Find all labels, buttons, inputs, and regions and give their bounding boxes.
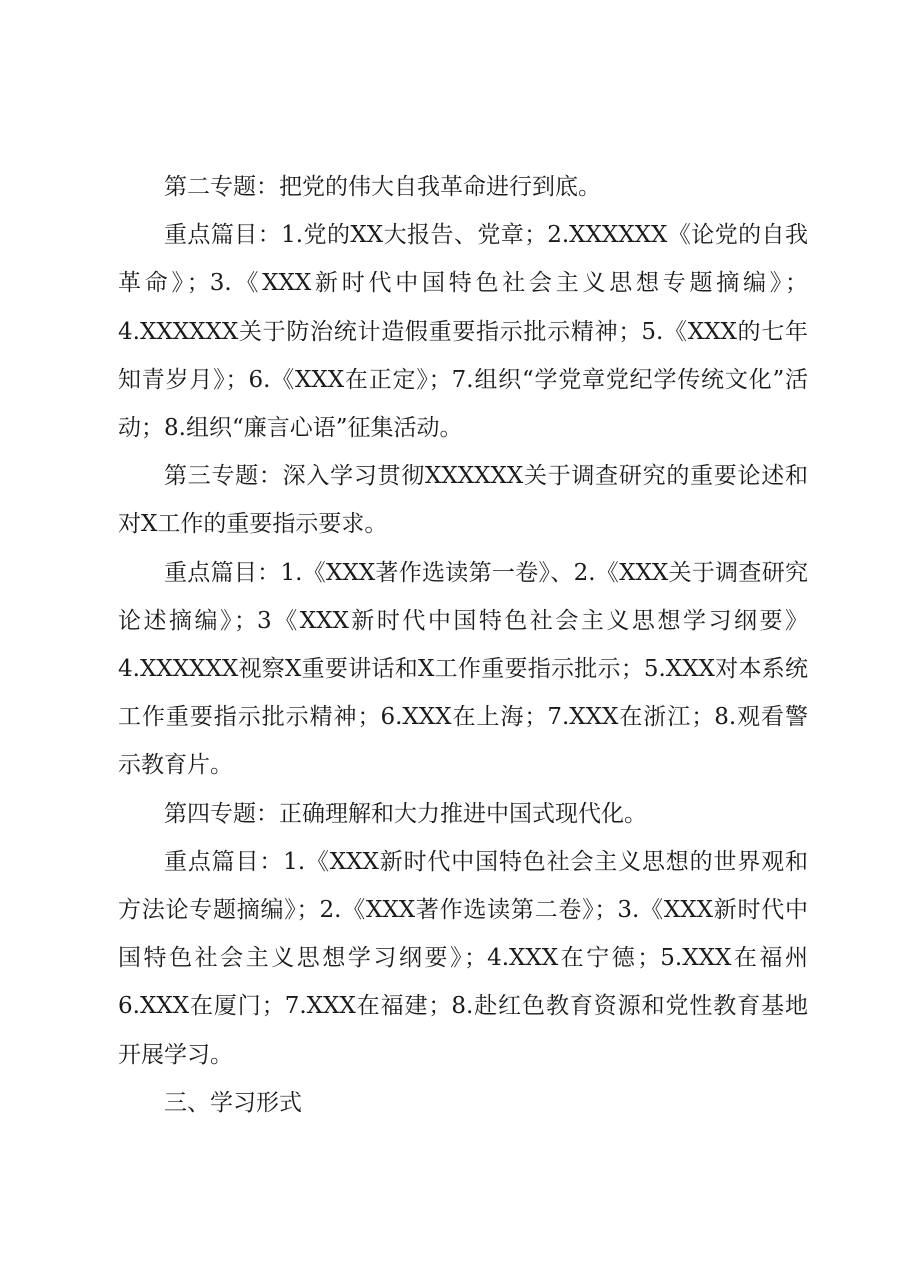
topic-4-readings: 重点篇目：1.《XXX新时代中国特色社会主义思想的世界观和方法论专题摘编》；2.《XXX著作选读第二卷》；3.《XXX新时代中国特色社会主义思想学习纲要》；4.XXX在宁德；5.XXX在福州6.XXX在厦门；7.XXX在福建；8.赴红色教育资源和党性教育基地开展学习。: [118, 848, 808, 1068]
topic-3-heading: 第三专题：深入学习贯彻XXXXXX关于调查研究的重要论述和对X工作的重要指示要求。: [118, 463, 808, 538]
document-body: [118, 163, 808, 1127]
topic-4-heading: 第四专题：正确理解和大力推进中国式现代化。: [164, 800, 647, 827]
topic-2-readings: 重点篇目：1.党的XX大报告、党章；2.XXXXXX《论党的自我革命》；3.《XXX新时代中国特色社会主义思想专题摘编》；4.XXXXXX关于防治统计造假重要指示批示精神；5.《XXX的七年知青岁月》；6.《XXX在正定》；7.组织“学党章党纪学传统文化”活动；8.组织“廉言心语”征集活动。: [118, 222, 808, 442]
topic-2-heading: 第二专题：把党的伟大自我革命进行到底。: [164, 174, 601, 200]
topic-3-readings: 重点篇目：1.《XXX著作选读第一卷》、2.《XXX关于调查研究论述摘编》；3《XXX新时代中国特色社会主义思想学习纲要》4.XXXXXX视察X重要讲话和X工作重要指示批示；5.XXX对本系统工作重要指示批示精神；6.XXX在上海；7.XXX在浙江；8.观看警示教育片。: [118, 559, 808, 779]
section-3-heading: 三、学习形式: [164, 1089, 302, 1116]
